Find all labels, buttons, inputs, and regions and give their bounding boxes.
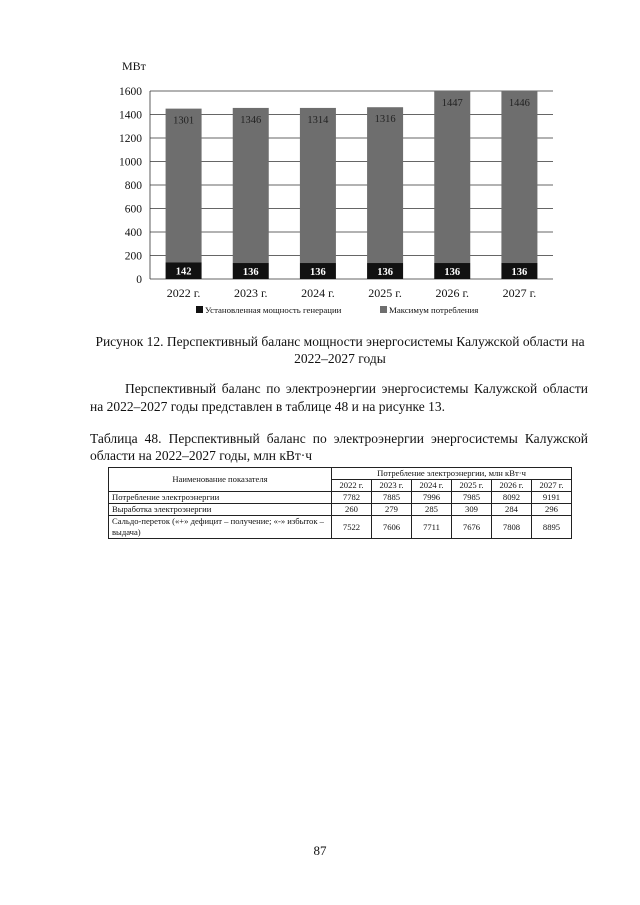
table-row: [109, 492, 572, 504]
page-number: 87: [313, 843, 327, 858]
row-name: Потребление электроэнергии: [109, 492, 332, 504]
bar-consumption: [501, 91, 537, 263]
header-name: Наименование показателя: [109, 468, 332, 492]
cell: 309: [452, 504, 492, 516]
y-tick-label: 1400: [119, 109, 142, 122]
bar-consumption-label: 1301: [173, 115, 195, 127]
cell: 8092: [492, 492, 532, 504]
cell: 7782: [332, 492, 372, 504]
cell: 7522: [332, 516, 372, 539]
x-tick-label: 2025 г.: [368, 286, 402, 300]
cell: 7711: [412, 516, 452, 539]
cell: 7606: [372, 516, 412, 539]
bar-consumption: [367, 107, 403, 263]
cell: 279: [372, 504, 412, 516]
bar-consumption-label: 1316: [374, 114, 396, 126]
cell: 8895: [532, 516, 572, 539]
bar-consumption-label: 1314: [307, 114, 329, 126]
x-tick-label: 2027 г.: [502, 286, 537, 300]
cell: 260: [332, 504, 372, 516]
y-tick-label: 0: [136, 274, 142, 286]
bar-consumption: [300, 108, 336, 263]
table-row: [109, 504, 572, 516]
y-tick-label: 1200: [119, 133, 142, 145]
power-balance-chart: [90, 55, 580, 335]
y-tick-label: 200: [124, 250, 142, 263]
y-tick-label: 1000: [119, 156, 142, 169]
figure-caption: Рисунок 12. Перспективный баланс мощности энергосистемы Калужской области на 2022–2027 годы: [95, 334, 585, 366]
body-paragraph: Перспективный баланс по электроэнергии энергосистемы Калужской области на 2022–2027 годы представлен в таблице 48 и на рисунке 13.: [90, 381, 588, 414]
cell: 7885: [372, 492, 412, 504]
bar-consumption: [434, 91, 470, 263]
y-tick-label: 600: [124, 203, 142, 216]
bar-consumption-label: 1446: [508, 98, 530, 109]
row-name: Сальдо-переток («+» дефицит – получение; «-» избыток – выдача): [109, 516, 332, 539]
bar-generation-label: 136: [444, 267, 461, 279]
header-year: 2022 г.: [332, 480, 372, 492]
legend-label-generation: Установленная мощность генерации: [205, 305, 342, 315]
energy-balance-table: [108, 467, 572, 539]
bar-generation-label: 136: [242, 267, 259, 279]
cell: 285: [412, 504, 452, 516]
header-group: Потребление электроэнергии, млн кВт·ч: [332, 468, 572, 480]
legend-swatch-generation: [196, 306, 203, 313]
legend-swatch-consumption: [380, 306, 387, 313]
y-tick-label: 400: [124, 227, 142, 239]
bar-consumption: [166, 109, 202, 263]
header-year: 2025 г.: [452, 480, 492, 492]
cell: 284: [492, 504, 532, 516]
cell: 296: [532, 504, 572, 516]
bar-generation-label: 136: [377, 267, 393, 279]
header-year: 2027 г.: [532, 480, 572, 492]
bar-consumption: [233, 108, 269, 263]
cell: 7676: [452, 516, 492, 539]
bar-generation-label: 142: [175, 266, 192, 278]
x-tick-label: 2023 г.: [233, 286, 268, 300]
cell: 7996: [412, 492, 452, 504]
chart-canvas: [90, 55, 580, 335]
bar-generation-label: 136: [511, 267, 528, 279]
row-name: Выработка электроэнергии: [109, 504, 332, 516]
cell: 7985: [452, 492, 492, 504]
legend-label-consumption: Максимум потребления: [389, 305, 479, 315]
header-year: 2024 г.: [412, 480, 452, 492]
header-year: 2023 г.: [372, 480, 412, 492]
x-tick-label: 2022 г.: [166, 286, 201, 300]
header-year: 2026 г.: [492, 480, 532, 492]
x-tick-label: 2024 г.: [301, 286, 335, 300]
bar-consumption-label: 1346: [240, 114, 262, 126]
table-title: Таблица 48. Перспективный баланс по электроэнергии энергосистемы Калужской области на 2022–2027 годы, млн кВт·ч: [90, 431, 588, 463]
y-axis-unit: МВт: [122, 59, 146, 73]
bar-generation-label: 136: [310, 267, 326, 279]
bar-consumption-label: 1447: [441, 98, 463, 109]
cell: 7808: [492, 516, 532, 539]
cell: 9191: [532, 492, 572, 504]
x-tick-label: 2026 г.: [435, 286, 470, 300]
y-tick-label: 1600: [119, 86, 142, 98]
table-row: [109, 516, 572, 539]
y-tick-label: 800: [124, 180, 142, 192]
